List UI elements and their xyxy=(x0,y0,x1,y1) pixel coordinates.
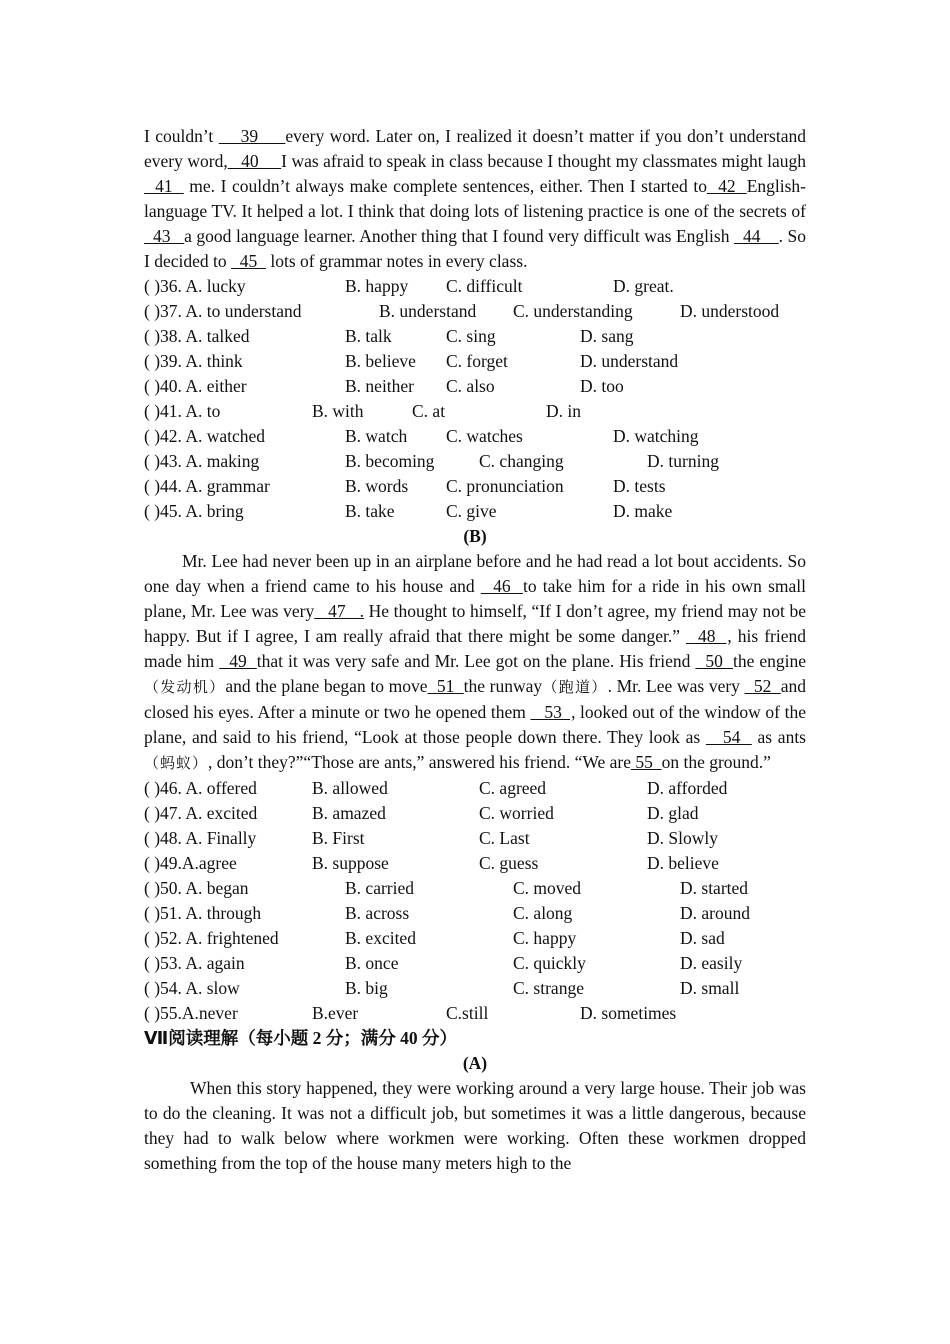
question-53 xyxy=(144,951,806,976)
option-b: B. understand xyxy=(379,301,477,321)
passage-b xyxy=(144,549,806,776)
blank-55: 55 xyxy=(630,752,662,772)
blank-44: 44 xyxy=(733,226,779,246)
option-d: D. sang xyxy=(580,326,634,346)
option-a: ( )51. A. through xyxy=(144,903,262,923)
text: I couldn’t xyxy=(144,126,219,146)
section-heading-a: (A) xyxy=(462,1053,488,1073)
option-a: ( )48. A. Finally xyxy=(144,828,257,848)
option-b: B. talk xyxy=(345,326,392,346)
blank-49: 49 xyxy=(219,651,257,671)
blank-52: 52 xyxy=(744,676,781,696)
section-heading-b: (B) xyxy=(463,526,487,546)
question-55 xyxy=(144,1001,806,1026)
question-47 xyxy=(144,801,806,826)
question-39 xyxy=(144,349,806,374)
option-c: C. pronunciation xyxy=(446,476,564,496)
option-b: B. watch xyxy=(345,426,408,446)
option-a: ( )39. A. think xyxy=(144,351,243,371)
option-a: ( )36. A. lucky xyxy=(144,276,246,296)
blank-46: 46 xyxy=(480,576,523,596)
option-c: C. Last xyxy=(479,828,530,848)
question-40 xyxy=(144,374,806,399)
option-b: B. suppose xyxy=(312,853,389,873)
option-a: ( )45. A. bring xyxy=(144,501,244,521)
option-a: ( )37. A. to understand xyxy=(144,301,302,321)
text: lots of grammar notes in every class. xyxy=(265,251,528,271)
text: as ants xyxy=(751,727,806,747)
text: . So I decided to xyxy=(144,226,807,271)
text: the engine xyxy=(732,651,806,671)
question-41 xyxy=(144,399,806,424)
blank-39: 39 xyxy=(218,126,286,146)
option-a: ( )38. A. talked xyxy=(144,326,250,346)
option-d: D. believe xyxy=(647,853,719,873)
option-a: ( )54. A. slow xyxy=(144,978,240,998)
option-b: B.ever xyxy=(312,1003,359,1023)
question-45 xyxy=(144,499,806,524)
option-d: D. glad xyxy=(647,803,699,823)
option-d: D. around xyxy=(680,903,750,923)
text: to take him for a ride in his own small plane, Mr. Lee was very xyxy=(144,576,806,621)
option-a: ( )44. A. grammar xyxy=(144,476,270,496)
text: He thought to himself, “If I don’t agree, my friend may not be happy. But if I agree, I am really afraid that there might be some danger.” xyxy=(144,601,807,646)
question-51 xyxy=(144,901,806,926)
question-38 xyxy=(144,324,806,349)
option-b: B. neither xyxy=(345,376,415,396)
blank-40: 40 xyxy=(227,151,282,171)
text: and closed his eyes. After a minute or two he opened them xyxy=(144,676,806,722)
blank-42: 42 xyxy=(706,176,747,196)
option-a: ( )55.A.never xyxy=(144,1003,238,1023)
question-48 xyxy=(144,826,806,851)
blank-54: 54 xyxy=(705,727,752,747)
option-c: C. strange xyxy=(513,978,584,998)
option-b: B. believe xyxy=(345,351,416,371)
blank-41: 41 xyxy=(144,176,184,196)
option-d: D. turning xyxy=(647,451,719,471)
text: me. I couldn’t always make complete sentences, either. Then I started to xyxy=(183,176,707,196)
option-b: B. First xyxy=(312,828,365,848)
gloss-engine: （发动机） xyxy=(144,678,226,696)
worksheet-page xyxy=(144,124,806,1176)
option-d: D. easily xyxy=(680,953,743,973)
option-d: D. make xyxy=(613,501,673,521)
text: that it was very safe and Mr. Lee got on the plane. His friend xyxy=(256,651,696,671)
text: . Mr. Lee was very xyxy=(607,676,745,696)
option-c: C.still xyxy=(446,1003,489,1023)
question-43 xyxy=(144,449,806,474)
option-a: ( )43. A. making xyxy=(144,451,260,471)
option-c: C. worried xyxy=(479,803,554,823)
option-d: D. watching xyxy=(613,426,699,446)
option-b: B. allowed xyxy=(312,778,388,798)
blank-45: 45 xyxy=(230,251,266,271)
blank-50: 50 xyxy=(695,651,733,671)
blank-48: 48 , xyxy=(685,626,732,646)
option-a: ( )49.A.agree xyxy=(144,853,237,873)
option-d: D. Slowly xyxy=(647,828,718,848)
option-a: ( )41. A. to xyxy=(144,401,221,421)
question-36 xyxy=(144,274,806,299)
option-a: ( )52. A. frightened xyxy=(144,928,279,948)
option-c: C. sing xyxy=(446,326,496,346)
option-c: C. changing xyxy=(479,451,564,471)
option-b: B. carried xyxy=(345,878,414,898)
option-a: ( )50. A. began xyxy=(144,878,249,898)
text: a good language learner. Another thing that I found very difficult was English xyxy=(184,226,734,246)
option-c: C. happy xyxy=(513,928,577,948)
option-c: C. understanding xyxy=(513,301,633,321)
option-c: C. watches xyxy=(446,426,523,446)
option-c: C. give xyxy=(446,501,497,521)
gloss-runway: （跑道） xyxy=(542,678,608,696)
question-46 xyxy=(144,776,806,801)
option-c: C. along xyxy=(513,903,573,923)
option-c: C. agreed xyxy=(479,778,547,798)
option-b: B. amazed xyxy=(312,803,386,823)
option-d: D. great. xyxy=(613,276,674,296)
option-b: B. take xyxy=(345,501,395,521)
option-d: D. tests xyxy=(613,476,666,496)
blank-51: 51 xyxy=(427,676,464,696)
option-b: B. excited xyxy=(345,928,416,948)
option-b: B. happy xyxy=(345,276,409,296)
question-49 xyxy=(144,851,806,876)
option-c: C. at xyxy=(412,401,446,421)
option-c: C. difficult xyxy=(446,276,523,296)
text: , don’t they?”“Those are ants,” answered his friend. “We are xyxy=(208,752,631,772)
option-b: B. across xyxy=(345,903,410,923)
option-c: C. quickly xyxy=(513,953,586,973)
option-d: D. started xyxy=(680,878,749,898)
text: looked out of the window of the plane, and said to his friend, “Look at those people down there. They look as xyxy=(144,702,806,747)
option-b: B. becoming xyxy=(345,451,435,471)
section-7-title: Ⅶ阅读理解（每小题 2 分；满分 40 分） xyxy=(144,1028,457,1048)
text: his friend made him xyxy=(144,626,806,671)
text: and the plane began to move xyxy=(225,676,428,696)
question-list-b xyxy=(144,776,806,1026)
option-d: D. small xyxy=(680,978,740,998)
option-d: D. understood xyxy=(680,301,780,321)
option-b: B. with xyxy=(312,401,364,421)
question-42 xyxy=(144,424,806,449)
option-c: C. moved xyxy=(513,878,582,898)
option-c: C. guess xyxy=(479,853,539,873)
option-a: ( )47. A. excited xyxy=(144,803,258,823)
option-b: B. big xyxy=(345,978,388,998)
option-a: ( )42. A. watched xyxy=(144,426,266,446)
option-d: D. too xyxy=(580,376,624,396)
option-b: B. once xyxy=(345,953,399,973)
option-d: D. understand xyxy=(580,351,679,371)
option-c: C. forget xyxy=(446,351,508,371)
text: English-language TV. It helped a lot. I think that doing lots of listening practice is one of the secrets of xyxy=(144,176,807,221)
option-a: ( )46. A. offered xyxy=(144,778,257,798)
blank-53: 53 , xyxy=(530,702,576,722)
passage-c: When this story happened, they were working around a very large house. Their job was to do the cleaning. It was not a difficult job, but sometimes it was a little dangerous, because they had to walk below where workmen were working. Often these workmen dropped something from the top of the house many meters high to the xyxy=(144,1078,806,1173)
text: every word. Later on, I realized it doesn’t matter if you don’t understand every word, xyxy=(144,126,806,171)
option-d: D. in xyxy=(546,401,581,421)
question-52 xyxy=(144,926,806,951)
option-a: ( )40. A. either xyxy=(144,376,247,396)
option-d: D. sad xyxy=(680,928,725,948)
text: the runway xyxy=(463,676,543,696)
option-b: B. words xyxy=(345,476,409,496)
question-44 xyxy=(144,474,806,499)
question-54 xyxy=(144,976,806,1001)
text: on the ground.” xyxy=(661,752,771,772)
blank-43: 43 xyxy=(144,226,185,246)
option-c: C. also xyxy=(446,376,495,396)
question-list-a xyxy=(144,274,806,524)
gloss-ants: （蚂蚁） xyxy=(144,754,209,772)
text: I was afraid to speak in class because I thought my classmates might laugh xyxy=(281,151,807,171)
question-37 xyxy=(144,299,806,324)
question-50 xyxy=(144,876,806,901)
text: Mr. Lee had never been up in an airplane before and he had read a lot bout accidents. So one day when a friend came to his house and xyxy=(144,551,806,596)
option-d: D. sometimes xyxy=(580,1003,677,1023)
option-a: ( )53. A. again xyxy=(144,953,245,973)
passage-a-continuation xyxy=(144,124,806,274)
option-d: D. afforded xyxy=(647,778,728,798)
blank-47: 47 . xyxy=(314,601,364,621)
